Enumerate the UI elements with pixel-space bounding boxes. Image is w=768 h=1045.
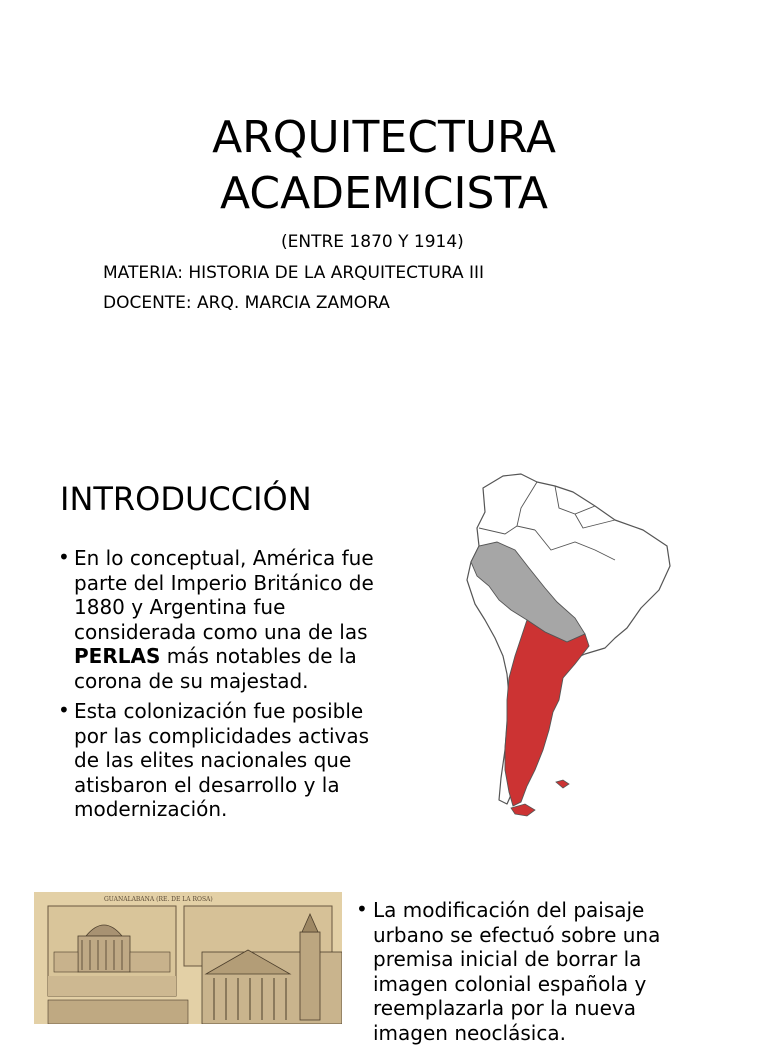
tierra-del-fuego <box>511 804 535 816</box>
bullet-bold-text: PERLAS <box>74 644 161 668</box>
slide-title <box>0 110 768 222</box>
bullet-item <box>356 898 706 1045</box>
bullet-text: más notables de la corona de su majestad. <box>74 644 357 693</box>
title-slide <box>0 0 768 450</box>
teacher-label: DOCENTE: ARQ. MARCIA ZAMORA <box>103 293 390 313</box>
period-subtitle: (ENTRE 1870 Y 1914) <box>281 232 464 252</box>
engraving-illustration <box>34 892 342 1024</box>
bullet-item <box>58 699 378 822</box>
bullet-item <box>58 546 378 693</box>
historic-engraving-image <box>34 892 342 1024</box>
argentina-region <box>505 620 589 806</box>
intro-heading: INTRODUCCIÓN <box>60 480 312 518</box>
south-america-map <box>455 468 685 820</box>
course-label: MATERIA: HISTORIA DE LA ARQUITECTURA III <box>103 263 485 283</box>
bullet-text: Esta colonización fue posible por las complicidades activas de las elites nacionales que atisbaron el desarrollo y la modernización. <box>74 699 370 821</box>
urban-slide <box>0 880 768 1045</box>
title-line-2: ACADEMICISTA <box>220 168 548 219</box>
intro-slide <box>0 450 768 880</box>
bullet-text: En lo conceptual, América fue parte del Imperio Británico de 1880 y Argentina fue considerada como una de las <box>74 546 374 644</box>
urban-bullet-list <box>356 898 706 1045</box>
engraving-caption: GUANALABANA (RE. DE LA ROSA) <box>104 896 213 903</box>
title-line-1: ARQUITECTURA <box>212 112 556 163</box>
bullet-text: La modificación del paisaje urbano se efectuó sobre una premisa inicial de borrar la imagen colonial española y reemplazarla por la nueva imagen neoclásica. <box>373 898 661 1045</box>
malvinas-islands <box>556 780 569 788</box>
intro-bullet-list <box>58 546 378 828</box>
